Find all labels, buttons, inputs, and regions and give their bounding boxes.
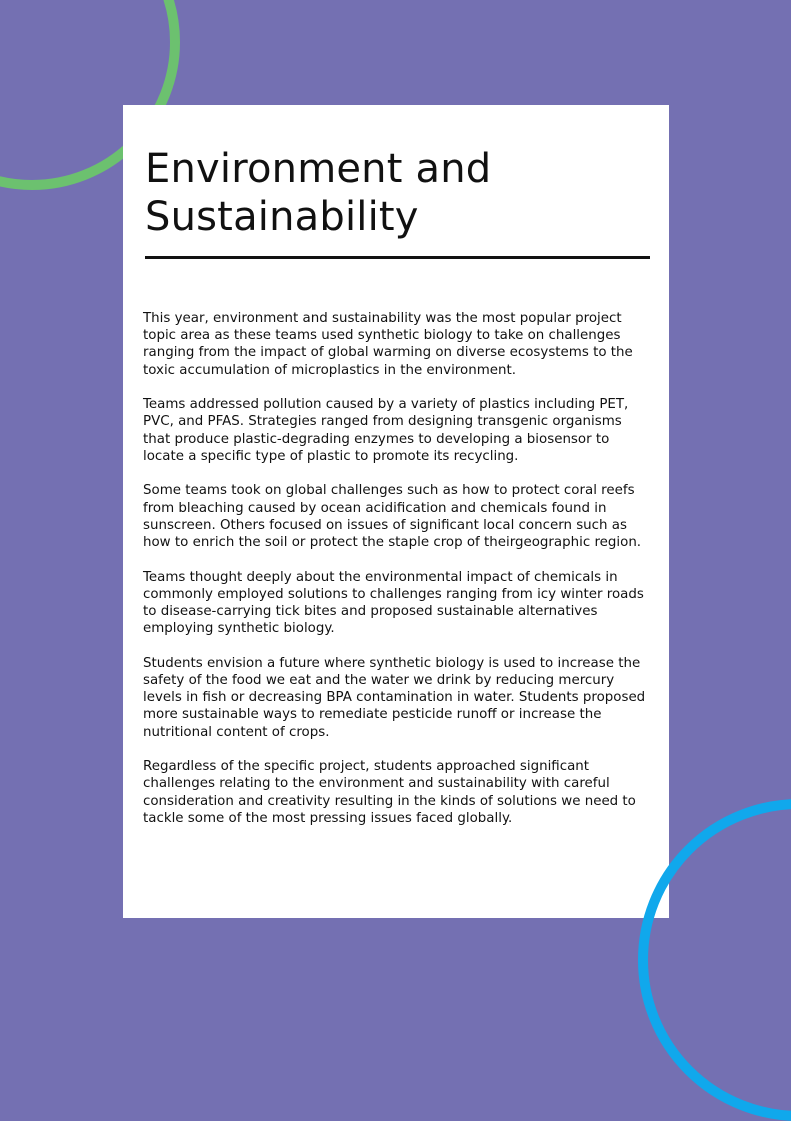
paragraph-chemicals: Teams thought deeply about the environmental impact of chemicals in commonly employed solutions to challenges ranging from icy winter roads to disease-carrying tick bites and proposed sustainable alternatives employing synthetic biology. — [143, 569, 644, 637]
paragraph-intro: This year, environment and sustainability was the most popular project topic area as these teams used synthetic biology to take on challenges ranging from the impact of global warming on diverse ecosystems to the toxic accumulation of microplastics in the environment. — [143, 311, 633, 378]
paragraph-food-water: Students envision a future where synthetic biology is used to increase the safety of the food we eat and the water we drink by reducing mercury levels in fish or decreasing BPA contamination in water. Students proposed more sustainable ways to remediate pesticide runoff or increase the nutritional content of crops. — [143, 655, 646, 740]
title-divider — [145, 256, 650, 259]
body-text — [143, 310, 651, 844]
page-title: Environment and Sustainability — [145, 146, 492, 240]
content-card — [123, 105, 669, 918]
paragraph-plastics: Teams addressed pollution caused by a variety of plastics including PET, PVC, and PFAS. Strategies ranged from designing transgenic organisms that produce plastic-degrading enzymes to developing a biosensor to locate a specific type of plastic to promote its recycling. — [143, 397, 629, 464]
paragraph-global-challenges: Some teams took on global challenges such as how to protect coral reefs from bleaching caused by ocean acidification and chemicals found in sunscreen. Others focused on issues of significant local concern such as how to enrich the soil or protect the staple crop of theirgeographic region. — [143, 483, 642, 551]
paragraph-conclusion: Regardless of the specific project, students approached significant challenges relating to the environment and sustainability with careful consideration and creativity resulting in the kinds of solutions we need to tackle some of the most pressing issues faced globally. — [143, 759, 636, 826]
